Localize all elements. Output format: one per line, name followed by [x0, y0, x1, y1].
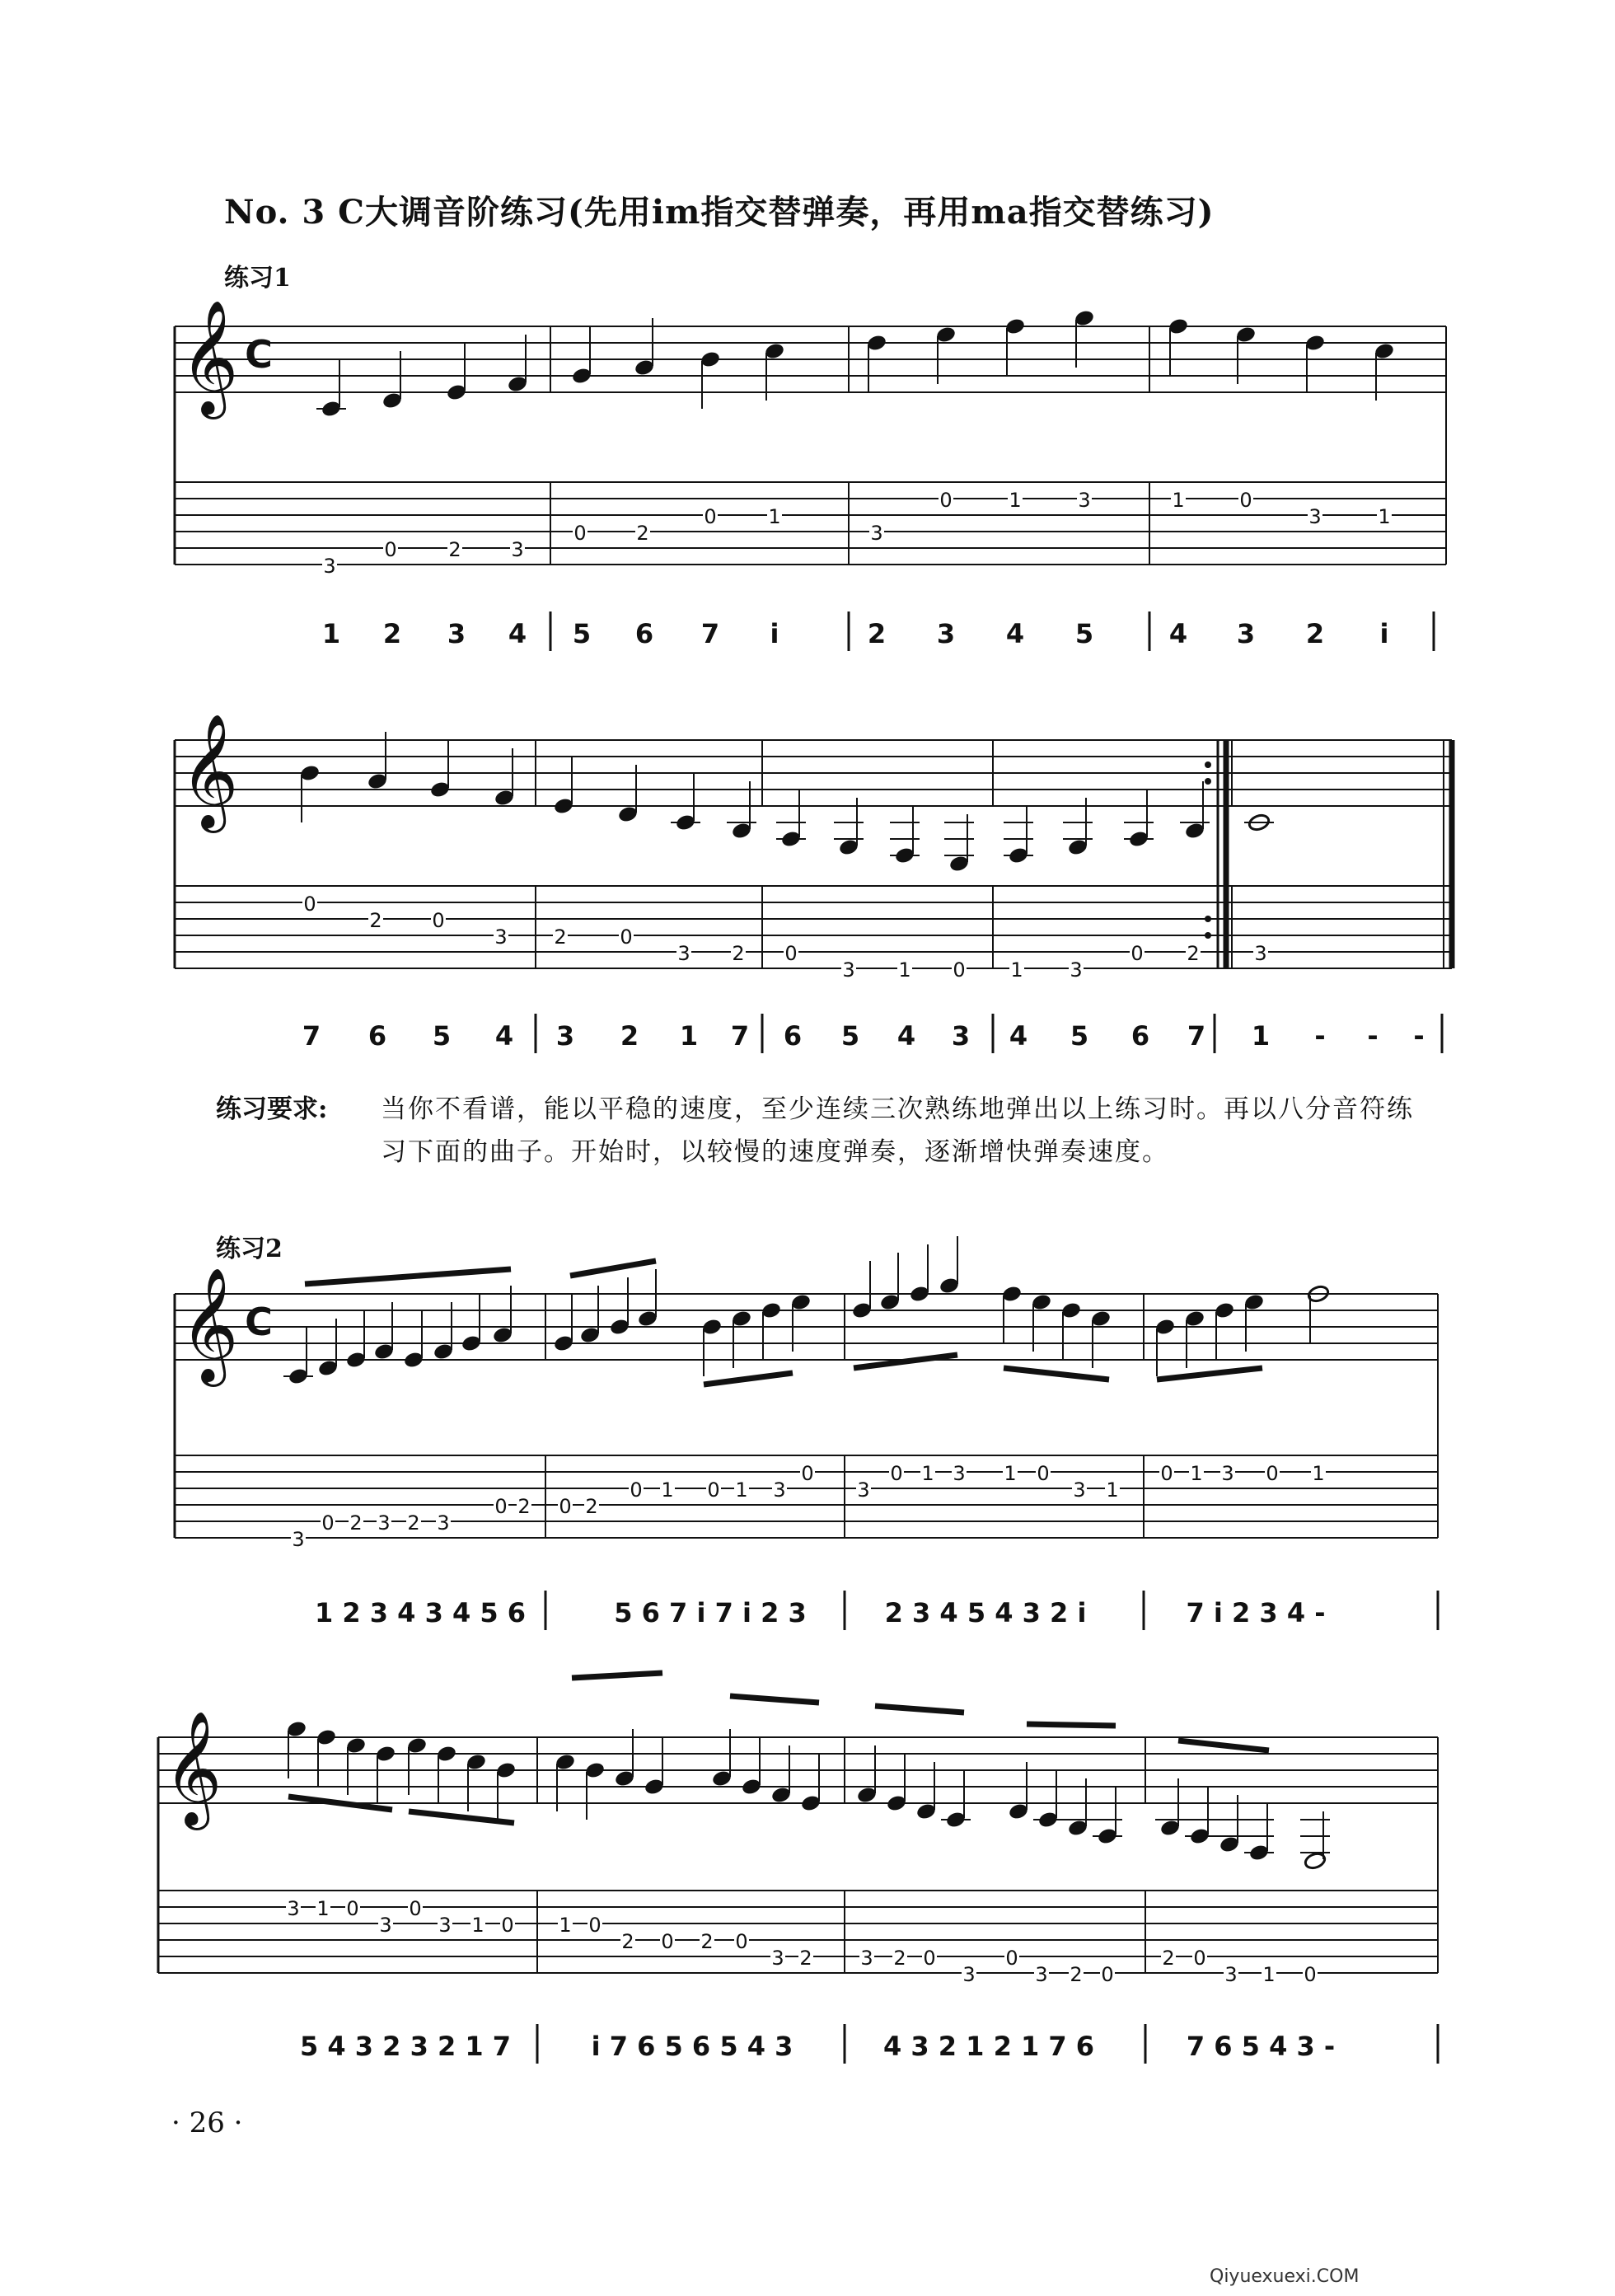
jianpu-note: 4 [896, 1020, 916, 1052]
jianpu-note: 2 [1305, 618, 1325, 649]
tab-number: 0 [494, 1495, 508, 1518]
jianpu-note: - [1413, 1020, 1425, 1052]
note-beam [704, 1373, 793, 1385]
jianpu-note: 6 [783, 1020, 803, 1052]
jianpu-note: 3 [951, 1020, 971, 1052]
tab-number: 3 [860, 1947, 873, 1970]
tab-number: 0 [735, 1930, 748, 1953]
tab-number: 1 [1190, 1462, 1203, 1485]
treble-clef-icon: 𝄞 [180, 300, 239, 415]
jianpu-note: 5 [1070, 1020, 1089, 1052]
tab-number: 3 [857, 1478, 870, 1502]
tab-number: 3 [773, 1478, 786, 1502]
tab-number: 0 [661, 1930, 674, 1953]
jianpu-note: 1 2 3 4 3 4 5 6 [314, 1597, 527, 1628]
page-number: · 26 · [171, 2106, 243, 2139]
repeat-dot [1205, 932, 1211, 939]
tab-number: 3 [511, 538, 524, 561]
tab-number: 1 [316, 1897, 330, 1920]
tab-number: 2 [1162, 1947, 1175, 1970]
note-beam [305, 1269, 511, 1284]
tab-number: 3 [379, 1914, 392, 1937]
jianpu-note: 3 [936, 618, 956, 649]
tab-number: 0 [501, 1914, 514, 1937]
tab-number: 3 [1224, 1963, 1238, 1986]
jianpu-note: 1 [321, 618, 341, 649]
requirement-text: 当你不看谱，能以平稳的速度，至少连续三次熟练地弹出以上练习时。再以八分音符练习下面的曲子。开始时，以较慢的速度弹奏，逐渐增快弹奏速度。 [381, 1094, 1414, 1167]
jianpu-note: 3 [447, 618, 466, 649]
treble-clef-icon: 𝄞 [180, 1267, 239, 1382]
jianpu-note: 5 [840, 1020, 860, 1052]
tab-number: 2 [621, 1930, 634, 1953]
jianpu-note: 6 [1130, 1020, 1150, 1052]
jianpu-note: 2 3 4 5 4 3 2 i [884, 1597, 1087, 1628]
treble-clef-icon: 𝄞 [180, 714, 239, 828]
tab-number: 1 [898, 958, 911, 982]
requirement-label: 练习要求: [216, 1094, 328, 1124]
page-title: No. 3 C大调音阶练习(先用im指交替弹奏，再用ma指交替练习) [224, 193, 1215, 232]
exercise-2-label: 练习2 [216, 1235, 283, 1263]
jianpu-note: i [770, 618, 779, 649]
tab-number: 3 [870, 522, 883, 545]
note-beam [1157, 1368, 1262, 1380]
tab-number: 3 [437, 1511, 450, 1535]
tab-number: 3 [1073, 1478, 1086, 1502]
tab-number: 3 [292, 1528, 305, 1551]
jianpu-note: 3 [1236, 618, 1256, 649]
tab-number: 0 [321, 1511, 335, 1535]
jianpu-note: 4 [1005, 618, 1025, 649]
tab-number: 2 [1187, 942, 1200, 965]
note-beam [1178, 1741, 1269, 1750]
tab-number: 1 [1262, 1963, 1276, 1986]
jianpu-note: 5 6 7 i 7 i 2 3 [614, 1597, 807, 1628]
tab-number: 0 [1193, 1947, 1206, 1970]
jianpu-note: 5 [432, 1020, 452, 1052]
tab-number: 2 [585, 1495, 598, 1518]
jianpu-note: i 7 6 5 6 5 4 3 [591, 2031, 793, 2062]
tab-number: 0 [620, 925, 633, 949]
tab-number: 0 [1101, 1963, 1114, 1986]
tab-number: 0 [953, 958, 966, 982]
watermark: Qiyuexuexi.COM [1210, 2266, 1360, 2287]
jianpu-note: 6 [634, 618, 654, 649]
tab-number: 0 [432, 909, 445, 932]
tab-number: 0 [1266, 1462, 1279, 1485]
tab-number: 0 [707, 1478, 720, 1502]
jianpu-note: 7 6 5 4 3 - [1186, 2031, 1336, 2062]
tab-number: 0 [573, 522, 587, 545]
tab-number: 2 [517, 1495, 531, 1518]
tab-number: 1 [1172, 489, 1185, 512]
exercise-1-label: 练习1 [224, 264, 291, 293]
tab-number: 1 [471, 1914, 485, 1937]
tab-number: 0 [1304, 1963, 1317, 1986]
jianpu-note: 2 [382, 618, 402, 649]
repeat-dot [1205, 761, 1211, 768]
treble-clef-icon: 𝄞 [163, 1711, 222, 1825]
tab-number: 0 [630, 1478, 643, 1502]
tab-number: 1 [921, 1462, 934, 1485]
tab-number: 0 [303, 893, 316, 916]
tab-number: 3 [842, 958, 855, 982]
jianpu-note: 5 [1074, 618, 1094, 649]
tab-number: 3 [677, 942, 690, 965]
tab-number: 2 [369, 909, 382, 932]
jianpu-note: - [1314, 1020, 1326, 1052]
tab-number: 1 [661, 1478, 674, 1502]
note-beam [1027, 1724, 1116, 1726]
tab-number: 3 [287, 1897, 300, 1920]
tab-number: 0 [890, 1462, 903, 1485]
tab-number: 3 [377, 1511, 391, 1535]
jianpu-note: 4 3 2 1 2 1 7 6 [882, 2031, 1095, 2062]
tab-number: 0 [801, 1462, 814, 1485]
tab-number: 0 [939, 489, 953, 512]
tab-number: 0 [384, 538, 397, 561]
tab-number: 3 [771, 1947, 784, 1970]
tab-number: 3 [494, 925, 508, 949]
tab-number: 2 [799, 1947, 812, 1970]
jianpu-note: - [1367, 1020, 1379, 1052]
tab-number: 3 [953, 1462, 966, 1485]
tab-number: 0 [784, 942, 798, 965]
tab-number: 1 [1009, 489, 1022, 512]
jianpu-note: 4 [494, 1020, 514, 1052]
tab-number: 3 [323, 555, 336, 578]
tab-number: 2 [700, 1930, 714, 1953]
tab-number: 0 [588, 1914, 602, 1937]
tab-number: 3 [438, 1914, 452, 1937]
tab-number: 0 [1037, 1462, 1050, 1485]
jianpu-note: 1 [679, 1020, 699, 1052]
tab-number: 3 [1035, 1963, 1048, 1986]
tab-number: 1 [559, 1914, 572, 1937]
tab-number: 1 [1004, 1462, 1017, 1485]
note-beam [854, 1355, 957, 1368]
note-beam [875, 1706, 964, 1713]
jianpu-note: 1 [1251, 1020, 1271, 1052]
tab-number: 0 [559, 1495, 572, 1518]
common-time-icon: C [245, 332, 273, 377]
jianpu-note: 3 [555, 1020, 575, 1052]
note-beam [570, 1261, 656, 1276]
tab-number: 0 [346, 1897, 359, 1920]
jianpu-note: 4 [1009, 1020, 1028, 1052]
tab-number: 0 [1005, 1947, 1018, 1970]
note-beam [1004, 1368, 1109, 1380]
note-beam [572, 1673, 662, 1678]
jianpu-note: 7 [700, 618, 720, 649]
tab-number: 3 [962, 1963, 976, 1986]
tab-number: 3 [1221, 1462, 1234, 1485]
tab-number: 2 [448, 538, 461, 561]
jianpu-note: 6 [367, 1020, 387, 1052]
tab-number: 0 [1130, 942, 1144, 965]
tab-number: 2 [893, 1947, 906, 1970]
tab-number: 0 [923, 1947, 936, 1970]
jianpu-note: 7 i 2 3 4 - [1186, 1597, 1326, 1628]
tab-number: 1 [735, 1478, 748, 1502]
jianpu-note: 4 [1168, 618, 1188, 649]
tab-number: 2 [1070, 1963, 1083, 1986]
jianpu-note: 2 [867, 618, 887, 649]
tab-number: 0 [1239, 489, 1252, 512]
tab-number: 0 [409, 1897, 422, 1920]
repeat-dot [1205, 778, 1211, 785]
jianpu-note: 7 [730, 1020, 750, 1052]
tab-number: 3 [1254, 942, 1267, 965]
repeat-dot [1205, 916, 1211, 922]
tab-number: 0 [704, 505, 717, 528]
note-beam [730, 1696, 819, 1703]
jianpu-note: 2 [620, 1020, 639, 1052]
tab-number: 0 [1160, 1462, 1173, 1485]
tab-number: 1 [1378, 505, 1391, 528]
tab-number: 2 [554, 925, 567, 949]
tab-number: 2 [636, 522, 649, 545]
tab-number: 3 [1078, 489, 1091, 512]
jianpu-note: 7 [302, 1020, 321, 1052]
jianpu-note: 5 4 3 2 3 2 1 7 [299, 2031, 512, 2062]
jianpu-note: i [1379, 618, 1389, 649]
tab-number: 1 [768, 505, 781, 528]
tab-number: 2 [407, 1511, 420, 1535]
tab-number: 3 [1070, 958, 1083, 982]
tab-number: 1 [1106, 1478, 1119, 1502]
tab-number: 1 [1312, 1462, 1325, 1485]
tab-number: 1 [1010, 958, 1023, 982]
tab-number: 2 [732, 942, 745, 965]
jianpu-note: 4 [508, 618, 527, 649]
jianpu-note: 5 [572, 618, 592, 649]
jianpu-note: 7 [1187, 1020, 1206, 1052]
common-time-icon: C [245, 1300, 273, 1344]
tab-number: 2 [349, 1511, 363, 1535]
tab-number: 3 [1308, 505, 1322, 528]
